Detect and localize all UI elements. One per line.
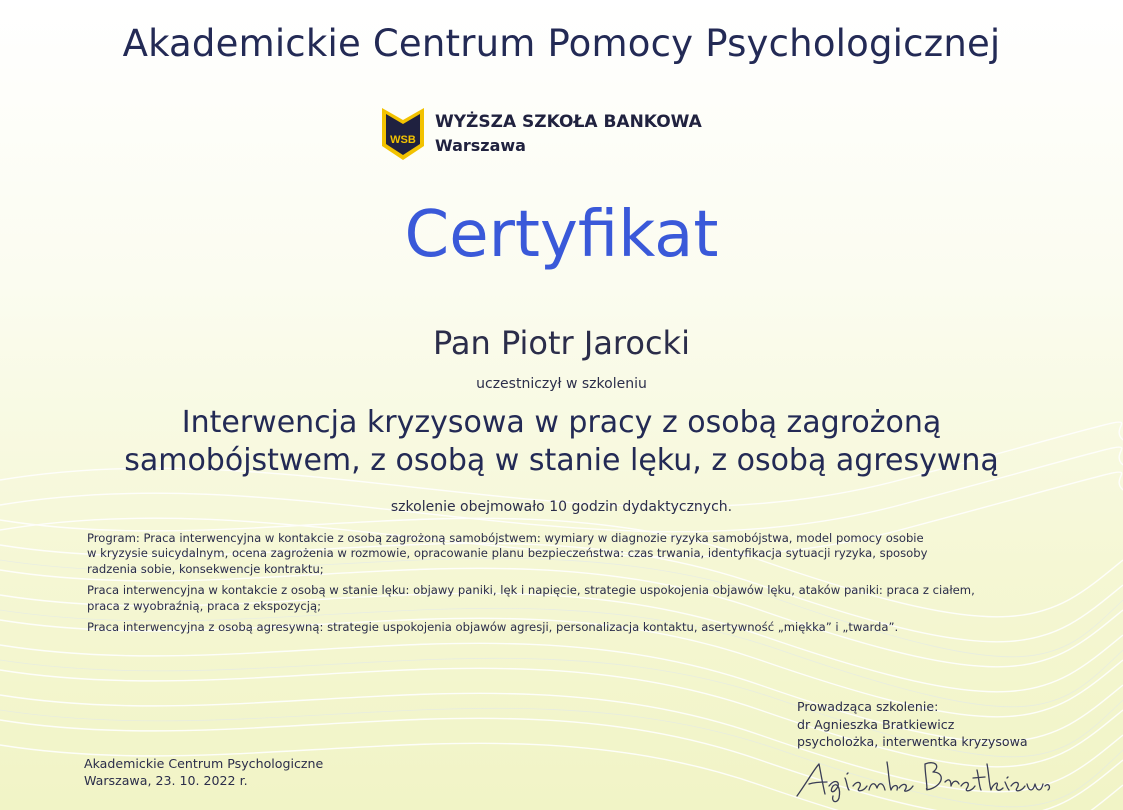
trainer-role: psycholożka, interwentka kryzysowa xyxy=(797,734,1028,749)
trainer-name: dr Agnieszka Bratkiewicz xyxy=(797,716,955,732)
logo-school-name: WYŻSZA SZKOŁA BANKOWA xyxy=(435,112,702,132)
header-title: Akademickie Centrum Pomocy Psychologicznej xyxy=(122,22,1001,65)
svg-text:WSB: WSB xyxy=(390,134,416,146)
program-paragraph-3 xyxy=(87,620,1037,635)
course-title-line-2: samobójstwem, z osobą w stanie lęku, z osobą agresywną xyxy=(124,443,999,478)
organization-footer xyxy=(84,755,323,789)
participation-text: uczestniczył w szkoleniu xyxy=(476,376,647,392)
logo-city: Warszawa xyxy=(435,136,526,155)
program-line: Program: Praca interwencyjna w kontakcie z osobą zagrożoną samobójstwem: wymiary w diagnozie ryzyka samobójstwa, model pomocy osobie xyxy=(87,531,924,545)
program-line: praca z wyobraźnią, praca z ekspozycją; xyxy=(87,598,322,613)
certificate-title: Certyfikat xyxy=(404,198,719,272)
wsb-logo xyxy=(380,106,740,162)
trainer-block xyxy=(797,698,1028,751)
hours-text: szkolenie obejmowało 10 godzin dydaktycznych. xyxy=(390,499,733,515)
program-line: w kryzysie suicydalnym, ocena zagrożenia w rozmowie, opracowanie planu bezpieczeństwa: czas trwania, identyfikacja sytuacji ryzyka, sposoby xyxy=(87,546,928,561)
recipient-name: Pan Piotr Jarocki xyxy=(433,324,690,362)
program-paragraph-2 xyxy=(87,583,1037,614)
place-date: Warszawa, 23. 10. 2022 r. xyxy=(84,773,248,788)
program-line: Praca interwencyjna w kontakcie z osobą w stanie lęku: objawy paniki, lęk i napięcie, strategie uspokojenia objawów lęku, ataków paniki: praca z ciałem, xyxy=(87,583,975,598)
wsb-emblem-icon xyxy=(380,106,426,162)
handwritten-signature xyxy=(793,752,1053,804)
course-title-line-1: Interwencja kryzysowa w pracy z osobą zagrożoną xyxy=(181,405,942,440)
program-line: Praca interwencyjna z osobą agresywną: strategie uspokojenia objawów agresji, personalizacja kontaktu, asertywność „miękka” i „twarda”. xyxy=(87,620,899,635)
program-line: radzenia sobie, konsekwencje kontraktu; xyxy=(87,561,324,576)
program-paragraph-1 xyxy=(87,531,1037,577)
course-title xyxy=(0,404,1123,480)
organization-name: Akademickie Centrum Psychologiczne xyxy=(84,756,324,771)
trainer-label: Prowadząca szkolenie: xyxy=(797,699,939,714)
program-description xyxy=(87,531,1037,641)
